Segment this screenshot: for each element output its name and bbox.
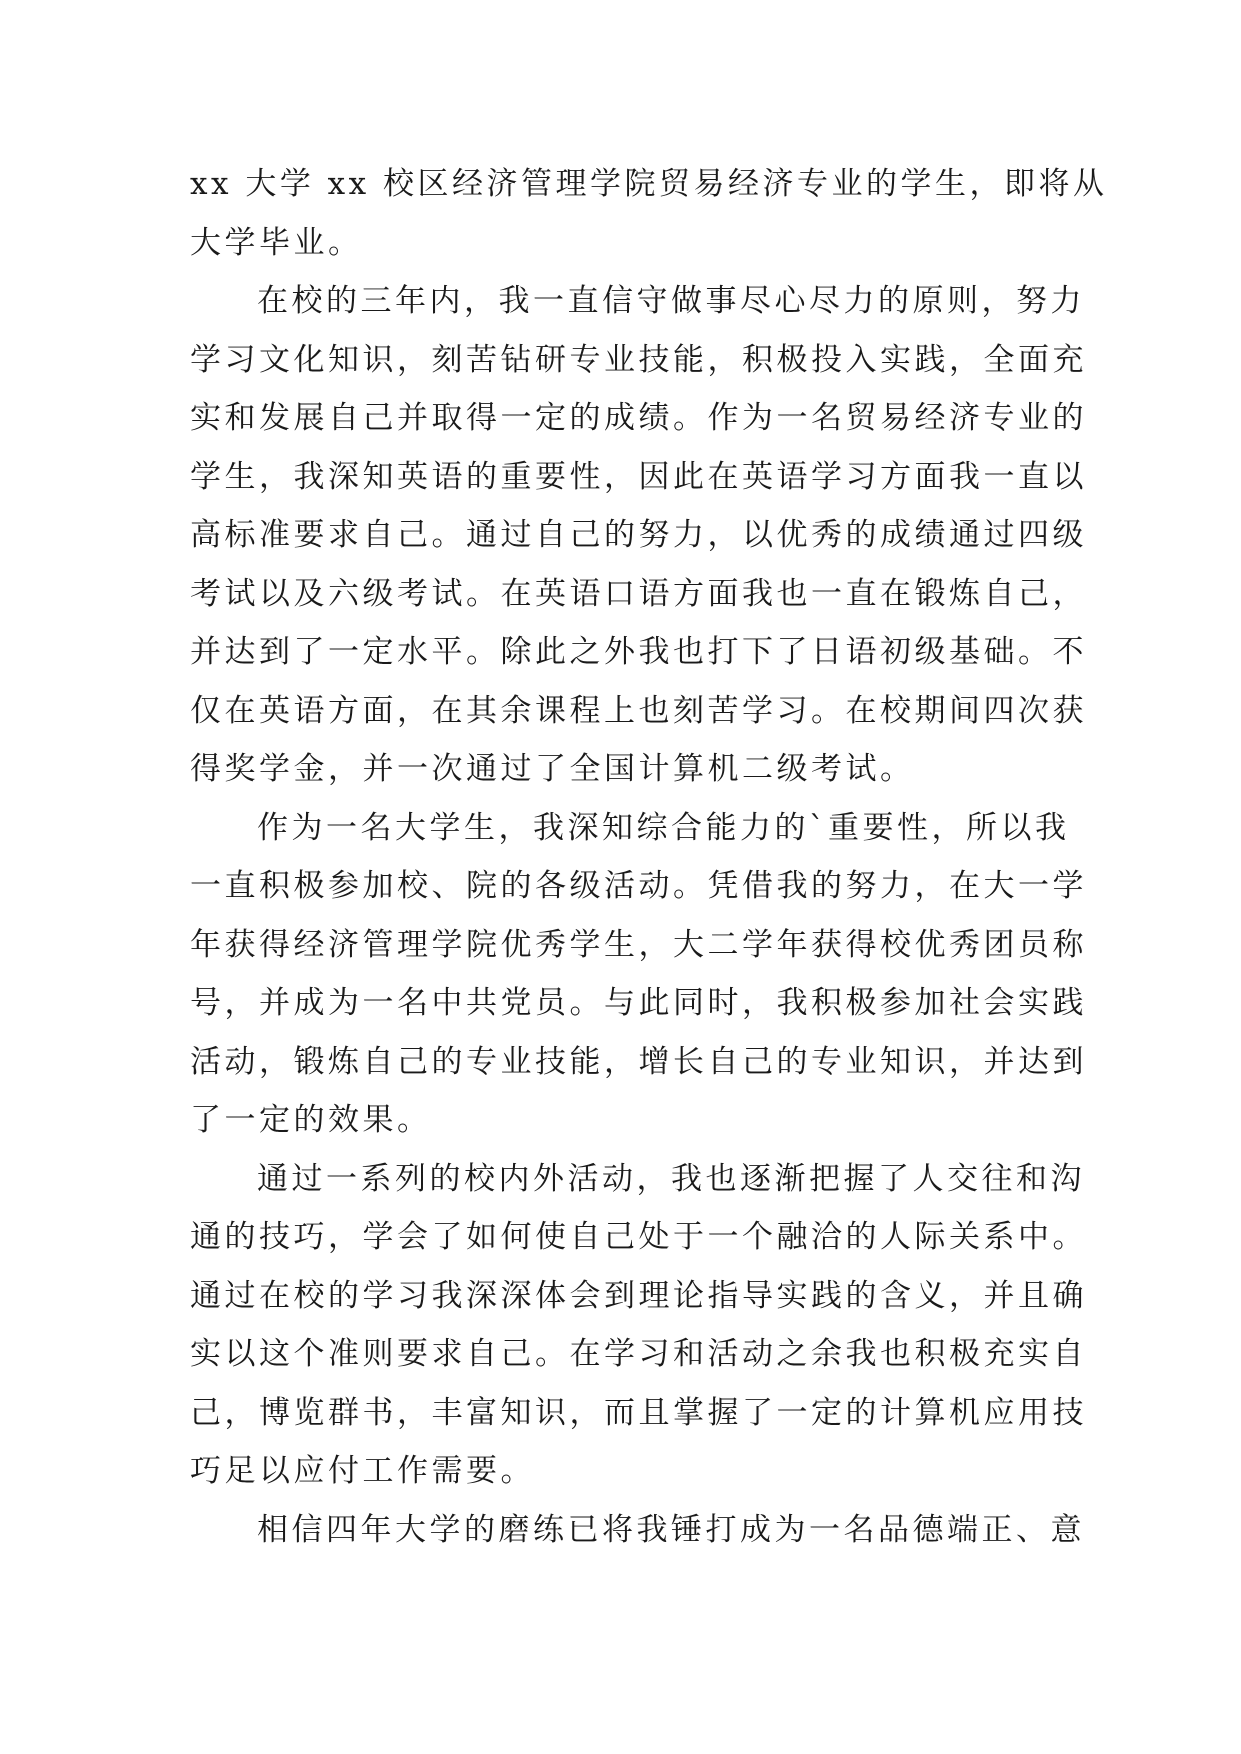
text-line: 相信四年大学的磨练已将我锤打成为一名品德端正、意 [257,1511,1085,1548]
text-line: 学生，我深知英语的重要性，因此在英语学习方面我一直以 [190,458,1087,495]
text-line: 一直积极参加校、院的各级活动。凭借我的努力，在大一学 [190,868,1087,904]
text-line: 作为一名大学生，我深知综合能力的`重要性，所以我 [257,809,1070,846]
paragraph [190,1150,1087,1501]
text-line: 考试以及六级考试。在英语口语方面我也一直在锻炼自己， [190,575,1087,612]
text-line: 高标准要求自己。通过自己的努力，以优秀的成绩通过四级 [190,517,1087,553]
text-line: 通过一系列的校内外活动，我也逐渐把握了人交往和沟 [257,1160,1085,1197]
text-line: 实和发展自己并取得一定的成绩。作为一名贸易经济专业的 [190,400,1087,436]
text-line: 仅在英语方面，在其余课程上也刻苦学习。在校期间四次获 [190,692,1087,729]
paragraph [190,799,1087,1150]
text-line: 实以这个准则要求自己。在学习和活动之余我也积极充实自 [190,1336,1087,1372]
text-line: 得奖学金，并一次通过了全国计算机二级考试。 [190,751,915,787]
paragraph [190,155,1108,272]
text-line: 年获得经济管理学院优秀学生，大二学年获得校优秀团员称 [190,926,1087,963]
text-line: 己，博览群书，丰富知识，而且掌握了一定的计算机应用技 [190,1394,1087,1431]
text-line: 通的技巧，学会了如何使自己处于一个融洽的人际关系中。 [190,1219,1087,1255]
paragraph [190,272,1087,799]
body-text [190,155,1108,1559]
text-line: 活动，锻炼自己的专业技能，增长自己的专业知识，并达到 [190,1043,1087,1080]
text-line: 并达到了一定水平。除此之外我也打下了日语初级基础。不 [190,634,1087,670]
text-line: 在校的三年内，我一直信守做事尽心尽力的原则，努力 [257,283,1085,319]
text-line: 学习文化知识，刻苦钻研专业技能，积极投入实践，全面充 [190,341,1087,378]
text-line: 了一定的效果。 [190,1102,432,1138]
text-line: 通过在校的学习我深深体会到理论指导实践的含义，并且确 [190,1277,1087,1314]
paragraph [190,1501,1085,1560]
text-line: 号，并成为一名中共党员。与此同时，我积极参加社会实践 [190,985,1087,1021]
text-line: 大学毕业。 [190,224,363,261]
text-line: xx 大学 xx 校区经济管理学院贸易经济专业的学生，即将从 [190,166,1108,202]
text-line: 巧足以应付工作需要。 [190,1453,535,1489]
